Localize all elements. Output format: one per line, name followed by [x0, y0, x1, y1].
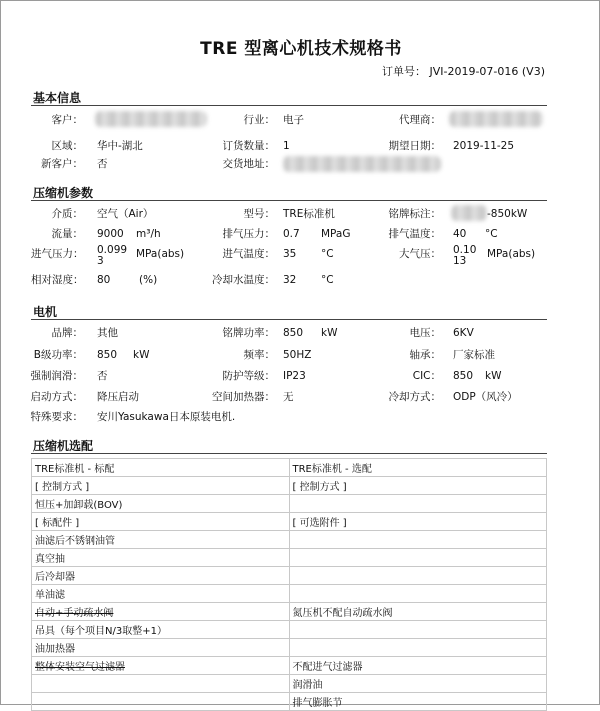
- option-cell-left: [ 控制方式 ]: [32, 477, 290, 495]
- section-compressor-title: 压缩机参数: [33, 186, 94, 200]
- b-power-unit: kW: [133, 349, 150, 361]
- option-cell-right: [289, 567, 547, 585]
- discharge-temp-value: 40: [453, 228, 467, 240]
- option-cell-left: 单油滤: [32, 585, 290, 603]
- address-label: 交货地址：: [222, 158, 275, 170]
- new-customer-value: 否: [97, 158, 108, 170]
- qty-value: 1: [283, 140, 290, 152]
- discharge-pressure-unit: MPaG: [321, 228, 351, 240]
- section-divider: [31, 105, 547, 106]
- flow-unit: m³/h: [136, 228, 161, 240]
- cic-label: CIC：: [412, 370, 441, 382]
- table-row: [32, 531, 547, 549]
- inlet-temp-value: 35: [283, 248, 297, 260]
- industry-value: 电子: [283, 114, 304, 126]
- option-cell-left: [32, 675, 290, 693]
- option-cell-right: [289, 531, 547, 549]
- cooling-method-value: ODP（风冷）: [453, 391, 518, 403]
- section-basic-title: 基本信息: [33, 91, 82, 105]
- inlet-temp-label: 进气温度：: [222, 248, 275, 260]
- table-row: [32, 495, 547, 513]
- humidity-value: 80: [97, 274, 111, 286]
- protection-label: 防护等级：: [222, 370, 275, 382]
- table-row: [32, 657, 547, 675]
- address-redacted: [283, 156, 441, 172]
- customer-redacted: [95, 111, 207, 127]
- forced-lub-label: 强制润滑：: [30, 370, 83, 382]
- humidity-unit: (%): [139, 274, 158, 286]
- table-row: [32, 585, 547, 603]
- medium-label: 介质：: [51, 208, 83, 220]
- bearing-label: 轴承：: [409, 349, 441, 361]
- cooling-water-temp-label: 冷却水温度：: [212, 274, 275, 286]
- option-cell-left: 吊具（每个项目N/3取整+1）: [32, 621, 290, 639]
- option-cell-right: [ 可选附件 ]: [289, 513, 547, 531]
- medium-value: 空气（Air）: [97, 208, 154, 220]
- discharge-temp-unit: °C: [485, 228, 498, 240]
- date-label: 期望日期：: [388, 140, 441, 152]
- brand-label: 品牌：: [51, 327, 83, 339]
- page-title: TRE 型离心机技术规格书: [200, 39, 402, 59]
- inlet-pressure-unit: MPa(abs): [136, 248, 185, 260]
- start-label: 启动方式：: [30, 391, 83, 403]
- option-cell-right: [289, 639, 547, 657]
- region-value: 华中-湖北: [97, 140, 143, 152]
- model-value: TRE标准机: [283, 208, 335, 220]
- option-cell-left: [32, 693, 290, 711]
- section-divider: [31, 453, 547, 454]
- option-cell-right: 氮压机不配自动疏水阀: [289, 603, 547, 621]
- nameplate-power-unit: kW: [321, 327, 338, 339]
- option-cell-right: [289, 621, 547, 639]
- table-row: [32, 621, 547, 639]
- table-row: [32, 693, 547, 711]
- atm-unit: MPa(abs): [487, 248, 536, 260]
- section-motor-title: 电机: [33, 305, 58, 319]
- option-cell-left: 后冷却器: [32, 567, 290, 585]
- model-label: 型号：: [243, 208, 275, 220]
- region-label: 区域：: [51, 140, 83, 152]
- table-row: [32, 639, 547, 657]
- section-divider: [31, 319, 547, 320]
- section-options-title: 压缩机选配: [33, 439, 94, 453]
- flow-label: 流量：: [51, 228, 83, 240]
- nameplate-power-label: 铭牌功率：: [222, 327, 275, 339]
- inlet-temp-unit: °C: [321, 248, 334, 260]
- cooling-water-temp-value: 32: [283, 274, 297, 286]
- discharge-pressure-label: 排气压力：: [222, 228, 275, 240]
- voltage-value: 6KV: [453, 327, 474, 339]
- table-row: [32, 567, 547, 585]
- cic-unit: kW: [485, 370, 502, 382]
- table-row: [32, 477, 547, 495]
- table-row: [32, 513, 547, 531]
- b-power-value: 850: [97, 349, 118, 361]
- agent-label: 代理商：: [399, 114, 441, 126]
- section-divider: [31, 200, 547, 201]
- cic-value: 850: [453, 370, 474, 382]
- customer-label: 客户：: [51, 114, 83, 126]
- forced-lub-value: 否: [97, 370, 108, 382]
- inlet-pressure-label: 进气压力：: [31, 248, 84, 260]
- cooling-water-temp-unit: °C: [321, 274, 334, 286]
- atm-label: 大气压：: [399, 248, 441, 260]
- option-cell-right: 排气膨胀节: [289, 693, 547, 711]
- option-cell-left: [ 标配件 ]: [32, 513, 290, 531]
- option-cell-left: 整体安装空气过滤器: [32, 657, 290, 675]
- agent-redacted: [449, 111, 543, 127]
- option-cell-right: [289, 585, 547, 603]
- frequency-value: 50HZ: [283, 349, 312, 361]
- option-cell-right: 不配进气过滤器: [289, 657, 547, 675]
- option-cell-left: 油滤后不锈钢油管: [32, 531, 290, 549]
- option-cell-right: [289, 549, 547, 567]
- option-cell-right: 润滑油: [289, 675, 547, 693]
- option-cell-right: [ 控制方式 ]: [289, 477, 547, 495]
- inlet-pressure-value: 0.0993: [97, 244, 128, 267]
- bearing-value: 厂家标准: [453, 349, 495, 361]
- new-customer-label: 新客户：: [41, 158, 83, 170]
- special-req-value: 安川Yasukawa日本原装电机.: [97, 411, 236, 423]
- discharge-pressure-value: 0.7: [283, 228, 300, 240]
- start-value: 降压启动: [97, 391, 139, 403]
- date-value: 2019-11-25: [453, 140, 515, 152]
- qty-label: 订货数量：: [222, 140, 275, 152]
- option-cell-left: 真空抽: [32, 549, 290, 567]
- voltage-label: 电压：: [409, 327, 441, 339]
- option-cell-left: 自动+手动疏水阀: [32, 603, 290, 621]
- table-row: [32, 603, 547, 621]
- options-table: [31, 458, 547, 711]
- nameplate-redacted: [451, 205, 487, 221]
- table-row: [32, 675, 547, 693]
- option-cell-left: 油加热器: [32, 639, 290, 657]
- frequency-label: 频率：: [243, 349, 275, 361]
- industry-label: 行业：: [243, 114, 275, 126]
- table-row: [32, 459, 547, 477]
- option-cell-left: TRE标准机 - 标配: [32, 459, 290, 477]
- option-cell-right: TRE标准机 - 选配: [289, 459, 547, 477]
- cooling-method-label: 冷却方式：: [388, 391, 441, 403]
- option-cell-right: [289, 495, 547, 513]
- order-value: JVI-2019-07-016 (V3): [429, 65, 545, 78]
- nameplate-label: 铭牌标注：: [388, 208, 441, 220]
- space-heater-value: 无: [283, 391, 294, 403]
- nameplate-suffix: -850kW: [487, 208, 528, 220]
- order-number: [382, 63, 545, 79]
- discharge-temp-label: 排气温度：: [388, 228, 441, 240]
- flow-value: 9000: [97, 228, 124, 240]
- option-cell-left: 恒压+加卸载(BOV): [32, 495, 290, 513]
- b-power-label: B级功率：: [33, 349, 83, 361]
- special-req-label: 特殊要求：: [30, 411, 83, 423]
- brand-value: 其他: [97, 327, 118, 339]
- order-label: 订单号：: [381, 65, 426, 78]
- atm-value: 0.1013: [453, 244, 477, 267]
- space-heater-label: 空间加热器：: [212, 391, 275, 403]
- humidity-label: 相对湿度：: [31, 274, 84, 286]
- protection-value: IP23: [283, 370, 306, 382]
- table-row: [32, 549, 547, 567]
- nameplate-power-value: 850: [283, 327, 304, 339]
